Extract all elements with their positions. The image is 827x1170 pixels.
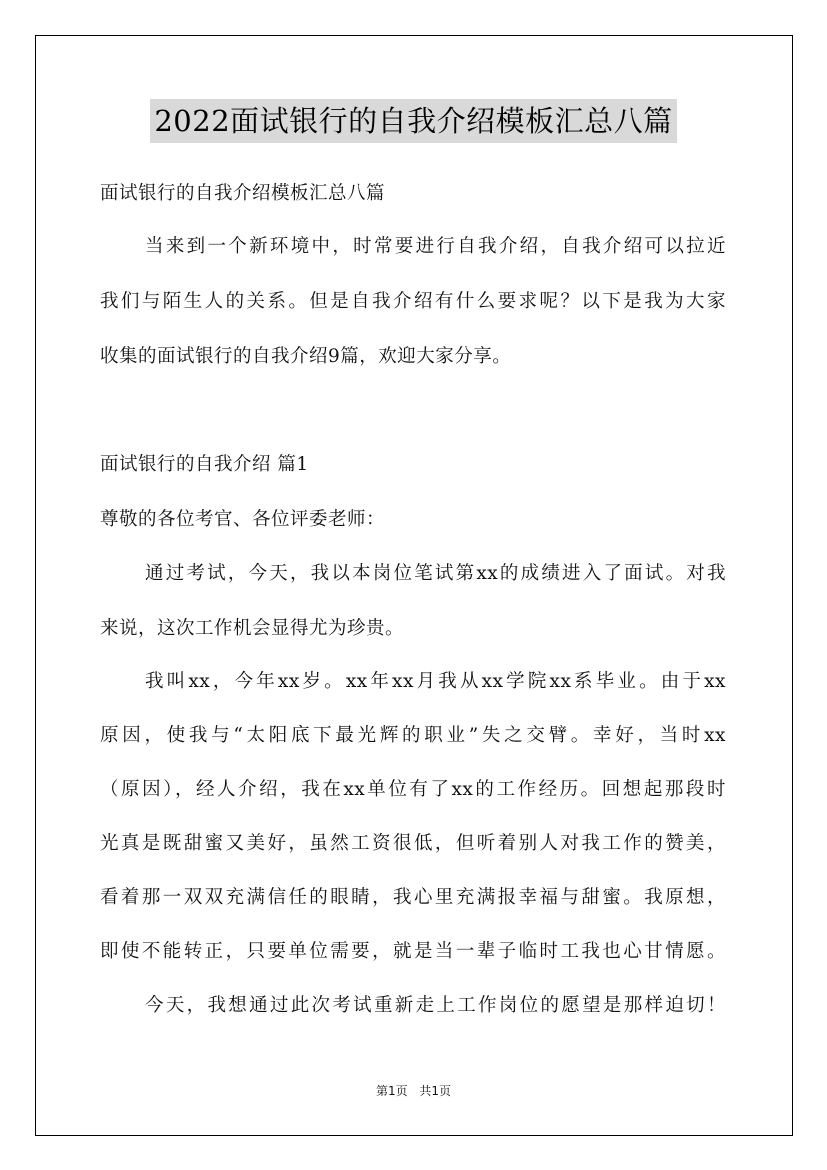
body-line-7: 看着那一双双充满信任的眼睛，我心里充满报幸福与甜蜜。我原想， [100, 887, 726, 908]
section-heading: 面试银行的自我介绍 篇1 [100, 454, 309, 475]
document-title: 2022面试银行的自我介绍模板汇总八篇 [150, 99, 676, 143]
intro-line-1: 当来到一个新环境中，时常要进行自我介绍，自我介绍可以拉近 [145, 236, 726, 257]
page-number: 第1页 [375, 1084, 408, 1098]
document-subtitle: 面试银行的自我介绍模板汇总八篇 [100, 183, 386, 204]
body-line-3: 我叫xx，今年xx岁。xx年xx月我从xx学院xx系毕业。由于xx [145, 671, 726, 692]
title-container [0, 99, 827, 143]
intro-line-2: 我们与陌生人的关系。但是自我介绍有什么要求呢？以下是我为大家 [100, 291, 726, 312]
body-line-2: 来说，这次工作机会显得尤为珍贵。 [100, 618, 405, 639]
total-pages: 共1页 [419, 1084, 452, 1098]
page-footer [0, 1083, 827, 1099]
body-line-9: 今天，我想通过此次考试重新走上工作岗位的愿望是那样迫切！ [145, 995, 726, 1016]
body-line-4: 原因，使我与“太阳底下最光辉的职业”失之交臂。幸好，当时xx [100, 725, 726, 746]
intro-line-3: 收集的面试银行的自我介绍9篇，欢迎大家分享。 [100, 346, 512, 367]
body-line-1: 通过考试，今天，我以本岗位笔试第xx的成绩进入了面试。对我 [145, 563, 726, 584]
body-line-6: 光真是既甜蜜又美好，虽然工资很低，但听着别人对我工作的赞美， [100, 833, 726, 854]
body-line-8: 即使不能转正，只要单位需要，就是当一辈子临时工我也心甘情愿。 [100, 941, 726, 962]
body-line-5: （原因），经人介绍，我在xx单位有了xx的工作经历。回想起那段时 [100, 779, 726, 800]
salutation: 尊敬的各位考官、各位评委老师： [100, 509, 386, 530]
